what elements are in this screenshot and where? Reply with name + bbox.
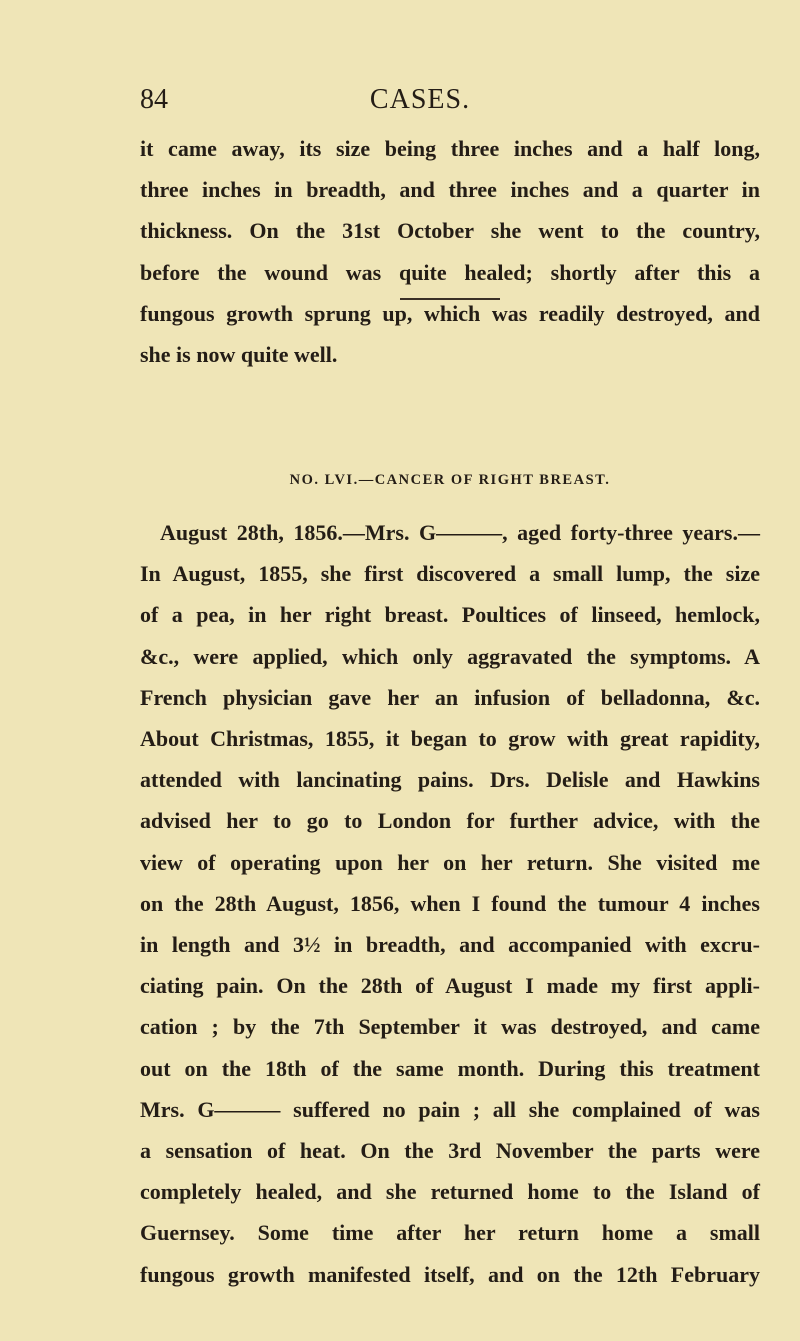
text-line: it came away, its size being three inches and a half long, (140, 136, 760, 161)
text-line: Mrs. G——— suffered no pain ; all she complained of was (140, 1096, 760, 1122)
section-heading: NO. LVI.—CANCER OF RIGHT BREAST. (289, 472, 611, 488)
text-line: on the 28th August, 1856, when I found the tumour 4 inches (140, 890, 760, 916)
text-line: About Christmas, 1855, it began to grow with great rapidity, (140, 726, 760, 752)
text-line: In August, 1855, she first discovered a small lump, the size (140, 561, 760, 587)
page-number: 84 (140, 84, 168, 115)
section-divider (400, 298, 500, 300)
text-line: view of operating upon her on her return. She visited me (140, 849, 760, 875)
text-line: a sensation of heat. On the 3rd November the parts were (140, 1138, 760, 1164)
text-line: Guernsey. Some time after her return home a small (140, 1220, 760, 1246)
continuation-paragraph (140, 128, 760, 375)
text-line: cation ; by the 7th September it was destroyed, and came (140, 1014, 760, 1040)
text-line: attended with lancinating pains. Drs. Delisle and Hawkins (140, 767, 760, 793)
text-line: advised her to go to London for further advice, with the (140, 808, 760, 834)
text-line: in length and 3½ in breadth, and accompanied with excru- (140, 932, 760, 958)
running-head: CASES. (369, 84, 471, 115)
text-line: ciating pain. On the 28th of August I made my first appli- (140, 973, 760, 999)
page-header (140, 84, 700, 124)
text-line: August 28th, 1856.—Mrs. G———, aged forty-three years.— (160, 520, 760, 545)
text-line: before the wound was quite healed; shortly after this a (140, 259, 760, 285)
text-line: out on the 18th of the same month. During this treatment (140, 1055, 760, 1081)
text-line: French physician gave her an infusion of belladonna, &c. (140, 684, 760, 710)
case-paragraph (140, 512, 760, 1295)
text-line: of a pea, in her right breast. Poultices of linseed, hemlock, (140, 602, 760, 628)
text-line: thickness. On the 31st October she went to the country, (140, 218, 760, 244)
text-line: three inches in breadth, and three inches and a quarter in (140, 177, 760, 203)
text-line: &c., were applied, which only aggravated the symptoms. A (140, 643, 760, 669)
text-line: she is now quite well. (140, 342, 338, 368)
text-line: completely healed, and she returned home to the Island of (140, 1179, 760, 1205)
text-line: fungous growth sprung up, which was readily destroyed, and (140, 300, 760, 326)
text-line: fungous growth manifested itself, and on the 12th February (140, 1261, 760, 1287)
